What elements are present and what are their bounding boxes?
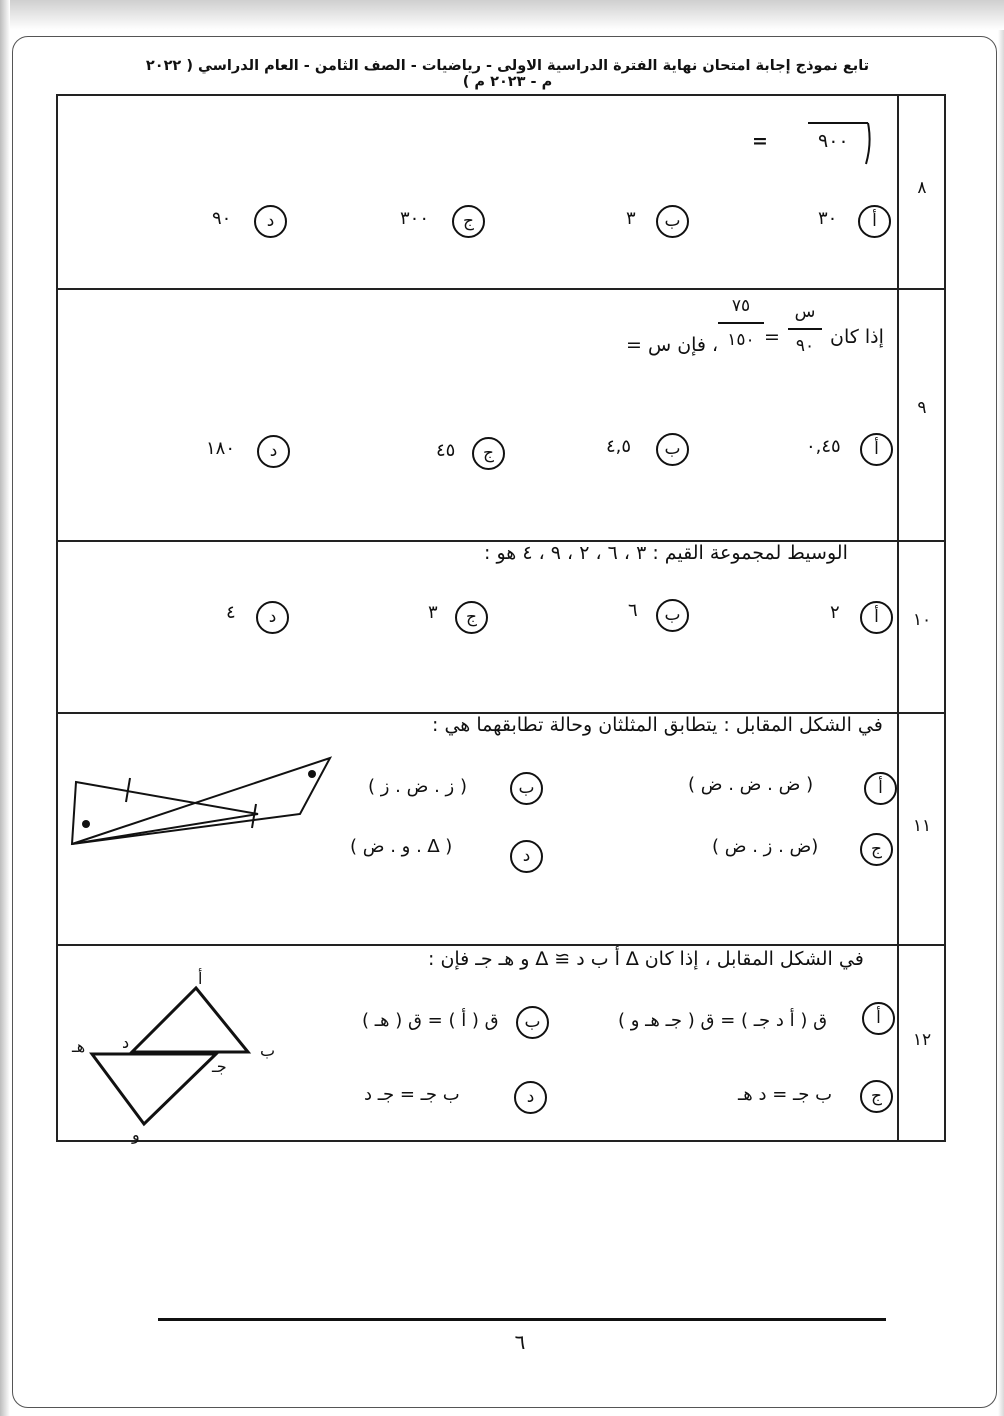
equals-sign: = [752,130,768,152]
option-value[interactable]: ٤٥ [436,440,456,461]
option-value[interactable]: ٦ [628,600,638,621]
question-prefix: إذا كان [830,326,884,348]
option-letter-circle[interactable]: ج [452,205,485,238]
question-number: ١٠ [912,610,932,630]
triangle-whj [92,1054,216,1124]
option-value[interactable]: ١٨٠ [206,438,236,459]
page-header: تابع نموذج إجابة امتحان نهاية الفترة الدراسية الاولى - رياضيات - الصف الثامن - العام الدراسي ( ٢٠٢٢ م - ٢٠٢٣ م ) [145,58,870,90]
option-letter-circle[interactable]: ب [656,433,689,466]
label-w: و [132,1125,140,1144]
question-number: ١١ [912,816,932,836]
triangle-abd [132,988,248,1052]
option-value[interactable]: ق ( أ د جـ ) = ق ( جـ هـ و ) [618,1010,828,1031]
row-divider [56,944,946,946]
option-letter-circle[interactable]: د [257,435,290,468]
row-divider [56,288,946,290]
option-value[interactable]: ( ز . ض . ز ) [368,776,467,797]
option-letter-circle[interactable]: ج [860,1080,893,1113]
option-value[interactable]: ( ض . ض . ض ) [688,774,814,795]
option-letter-circle[interactable]: د [254,205,287,238]
label-d: د [122,1033,130,1052]
fraction-bar [788,328,822,330]
question-suffix: ، فإن س = [626,334,719,356]
option-letter-circle[interactable]: أ [862,1002,895,1035]
congruent-triangles-figure [60,750,340,850]
question-text: في الشكل المقابل ، إذا كان ∆ أ ب د ≅ ∆ و هـ جـ فإن : [428,948,864,970]
option-letter-circle[interactable]: أ [860,433,893,466]
fraction-denominator: ١٥٠ [727,329,755,350]
angle-dot [308,770,316,778]
option-letter-circle[interactable]: ج [472,437,505,470]
fraction-denominator: ٩٠ [795,335,815,356]
fraction-x-over-90 [788,302,822,356]
scan-edge-left [0,0,10,1416]
label-j: جـ [212,1057,227,1076]
option-letter-circle[interactable]: ب [516,1006,549,1039]
page-number: ٦ [514,1330,526,1354]
question-text: في الشكل المقابل : يتطابق المثلثان وحالة تطابقهما هي : [432,714,883,736]
dividend: ٩٠٠ [818,130,849,152]
option-value[interactable]: ٠,٤٥ [806,436,841,457]
option-value[interactable]: ٣٠٠ [400,208,430,229]
question-number: ٩ [917,398,927,418]
fraction-75-over-150 [718,296,764,350]
option-value[interactable]: ق ( أ ) = ق ( هـ ) [362,1010,499,1031]
option-value[interactable]: ٤,٥ [606,436,632,457]
option-value[interactable]: ( ∆ . و . ض ) [350,836,453,857]
option-letter-circle[interactable]: د [256,601,289,634]
question-text: الوسيط لمجموعة القيم : ٣ ، ٦ ، ٢ ، ٩ ، ٤ هو : [484,542,848,564]
fraction-numerator: ٧٥ [731,296,751,316]
option-letter-circle[interactable]: د [510,840,543,873]
option-value[interactable]: (ض . ز . ض ) [712,836,819,857]
question-number: ١٢ [912,1030,932,1050]
option-value[interactable]: ٣ [626,208,636,229]
option-letter-circle[interactable]: ب [656,599,689,632]
footer-divider [158,1318,886,1321]
option-letter-circle[interactable]: ج [860,833,893,866]
option-value[interactable]: ٤ [226,602,236,623]
equals-sign: = [764,326,780,348]
scan-edge-top [0,0,1004,30]
option-value[interactable]: ب جـ = جـ د [364,1084,460,1105]
option-letter-circle[interactable]: أ [864,772,897,805]
option-value[interactable]: ٩٠ [212,208,232,229]
triangles-figure-12 [70,968,290,1148]
option-value[interactable]: ٣٠ [818,208,838,229]
option-value[interactable]: ب جـ = د هـ [738,1084,833,1105]
label-a: أ [198,969,203,988]
fraction-bar [718,322,764,324]
label-b: ب [260,1041,276,1060]
option-letter-circle[interactable]: أ [858,205,891,238]
option-letter-circle[interactable]: ب [510,772,543,805]
option-value[interactable]: ٣ [428,602,438,623]
label-h: هـ [72,1037,86,1056]
fraction-numerator: س [794,302,816,322]
option-value[interactable]: ٢ [830,602,840,623]
option-letter-circle[interactable]: ج [455,601,488,634]
tick-mark [252,804,256,828]
option-letter-circle[interactable]: د [514,1081,547,1114]
scan-edge-right [998,30,1004,1416]
angle-dot [82,820,90,828]
triangle-right [72,758,330,844]
option-letter-circle[interactable]: ب [656,205,689,238]
question-number: ٨ [917,178,927,198]
option-letter-circle[interactable]: أ [860,601,893,634]
